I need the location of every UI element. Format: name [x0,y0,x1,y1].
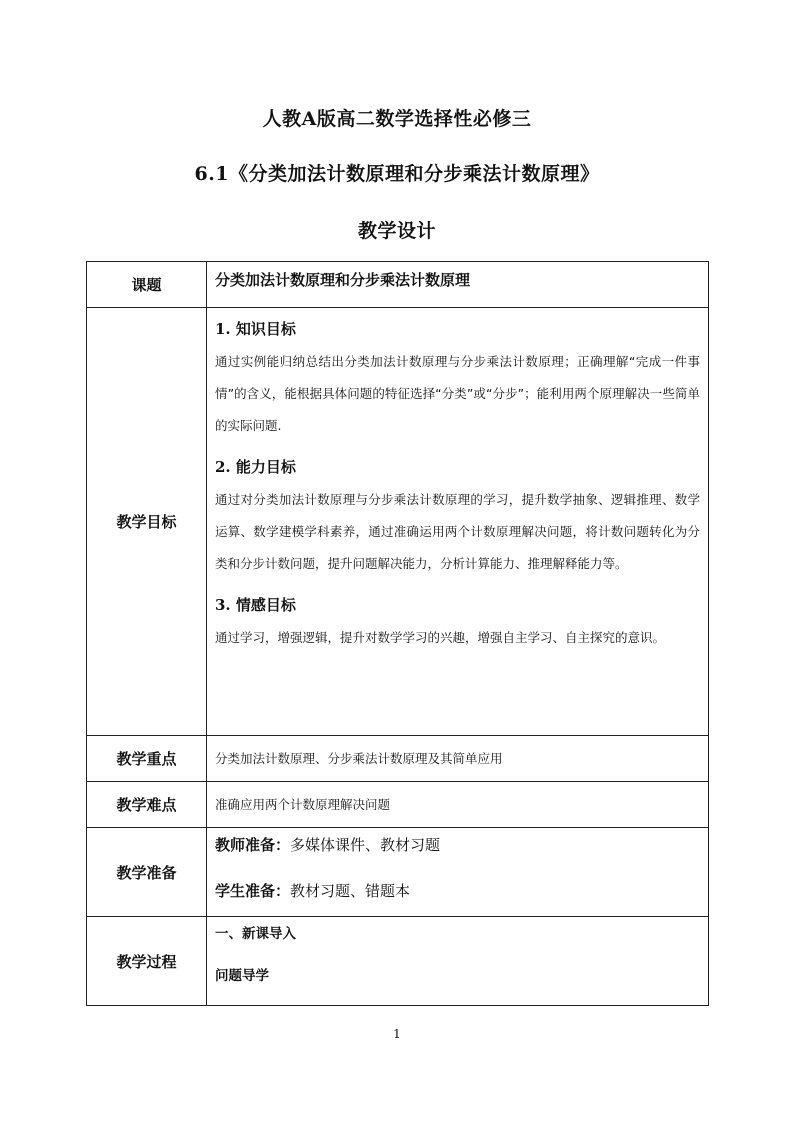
difficulties-cell [207,782,709,828]
process-step-new-lesson: 一、新课导入 [215,926,296,942]
process-cell [207,917,709,1006]
key-points-cell [207,736,709,782]
student-preparation [215,880,700,902]
topic-value: 分类加法计数原理和分步乘法计数原理 [215,271,471,289]
student-preparation-label: 学生准备： [215,882,291,900]
table-row-preparation [87,828,709,917]
process-label: 教学过程 [87,917,207,1006]
process-step-question-guide: 问题导学 [215,968,269,984]
student-preparation-value: 教材习题、错题本 [290,882,411,900]
objectives-label: 教学目标 [87,308,207,736]
knowledge-heading: 1. 知识目标 [215,320,296,338]
emotion-text: 通过学习，增强逻辑，提升对数学学习的兴趣，增强自主学习、自主探究的意识。 [215,630,666,645]
ability-heading: 2. 能力目标 [215,458,296,476]
lesson-plan-table [86,261,709,1006]
teacher-preparation [215,834,700,856]
table-row-difficulties [87,782,709,828]
topic-cell [207,262,709,308]
knowledge-text: 通过实例能归纳总结出分类加法计数原理与分步乘法计数原理；正确理解“完成一件事情”的含义，能根据具体问题的特征选择“分类”或“分步”；能利用两个原理解决一些简单的实际问题. [215,354,700,433]
preparation-cell [207,828,709,917]
page-number: 1 [393,1027,401,1041]
key-points-label: 教学重点 [87,736,207,782]
table-row-objectives [87,308,709,736]
emotion-heading: 3. 情感目标 [215,596,296,614]
table-row-process [87,917,709,1006]
document-type: 教学设计 [357,220,436,242]
objectives-cell [207,308,709,736]
document-subtitle: 6.1《分类加法计数原理和分步乘法计数原理》 [194,163,600,185]
table-row-topic [87,262,709,308]
topic-label: 课题 [87,262,207,308]
preparation-label: 教学准备 [87,828,207,917]
difficulties-label: 教学难点 [87,782,207,828]
difficulties-value: 准确应用两个计数原理解决问题 [215,796,391,812]
document-title: 人教A版高二数学选择性必修三 [262,108,532,130]
teacher-preparation-value: 多媒体课件、教材习题 [290,836,441,854]
table-row-key-points [87,736,709,782]
key-points-value: 分类加法计数原理、分步乘法计数原理及其简单应用 [215,750,503,766]
ability-text: 通过对分类加法计数原理与分步乘法计数原理的学习，提升数学抽象、逻辑推理、数学运算、数学建模学科素养，通过准确运用两个计数原理解决问题，将计数问题转化为分类和分步计数问题，提升问题解决能力，分析计算能力、推理解释能力等。 [215,492,700,571]
teacher-preparation-label: 教师准备： [215,836,291,854]
